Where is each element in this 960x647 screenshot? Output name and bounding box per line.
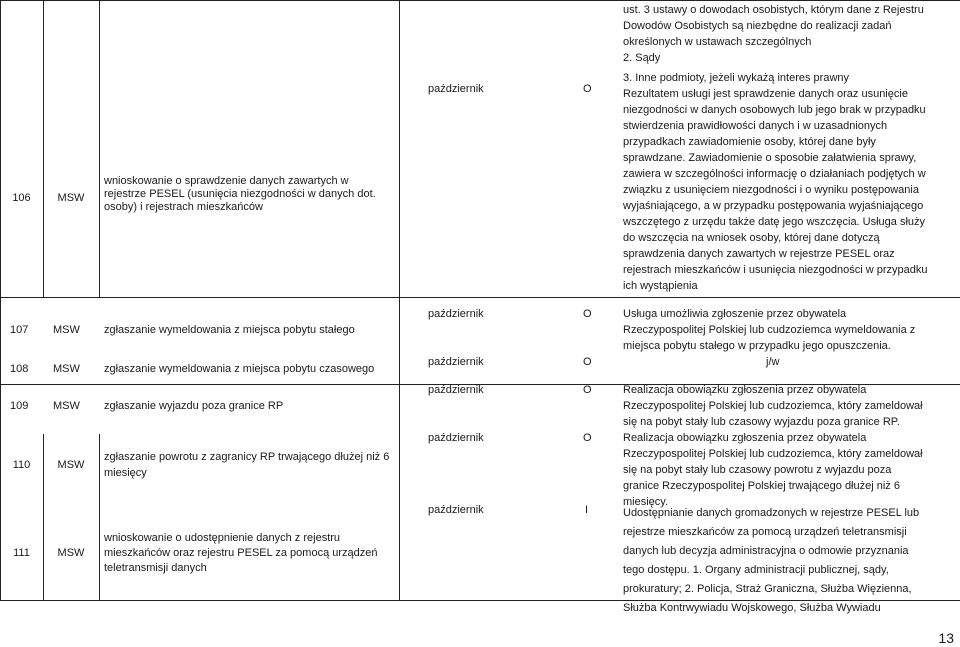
organization: MSW: [57, 192, 85, 204]
description-line: związku z usunięciem niezgodności i o wyniku postępowania: [623, 184, 919, 196]
service-name-line: teletransmisji danych: [104, 562, 207, 574]
service-name-line: zgłaszanie powrotu z zagranicy RP trwającego dłużej niż 6: [104, 451, 390, 463]
description-line: ich wystąpienia: [623, 280, 698, 292]
description-line: zawiera w szczególności informację o działaniach podjętych w: [623, 168, 926, 180]
column-separator: [99, 0, 100, 297]
description-line: miejsca pobytu stałego w przypadku jego opuszczenia.: [623, 340, 891, 352]
column-separator: [43, 0, 44, 297]
organization: MSW: [57, 547, 85, 559]
description-line: Usługa umożliwia zgłoszenie przez obywatela: [623, 308, 847, 320]
row-separator: [0, 0, 960, 1]
description-line: rejestrach mieszkańców i usunięcia niezgodności w przypadku: [623, 264, 928, 276]
row-number: 107: [10, 324, 29, 336]
organization: MSW: [53, 400, 80, 412]
month: październik: [428, 308, 484, 320]
description-line: się na pobyt stały lub czasowy wyjazdu poza granice RP.: [623, 416, 900, 428]
month: październik: [428, 432, 484, 444]
description-line: wyjaśniającego, a w przypadku postępowania wyjaśniającego: [623, 200, 924, 212]
description-line: miesięcy.: [623, 496, 669, 508]
service-name-line: wnioskowanie o udostępnienie danych z rejestru: [104, 532, 341, 544]
description-line: danych lub decyzja administracyjna o odmowie przyznania: [623, 545, 909, 557]
description-line: Rzeczypospolitej Polskiej lub cudzoziemca, który zameldował: [623, 400, 923, 412]
service-name: zgłaszanie wymeldowania z miejsca pobytu czasowego: [104, 363, 375, 375]
description-line: 2. Sądy: [623, 52, 661, 64]
description-line: rejestrze mieszkańców za pomocą urządzeń teletransmisji: [623, 526, 907, 538]
category-code: O: [583, 384, 592, 396]
description-line: sprawdzane. Zawiadomienie o sposobie załatwienia sprawy,: [623, 152, 917, 164]
description-line: niezgodności w danych osobowych lub jego brak w przypadku: [623, 104, 926, 116]
organization: MSW: [53, 324, 80, 336]
description-line: Służba Kontrwywiadu Wojskowego, Służba Wywiadu: [623, 602, 881, 614]
service-name-line: mieszkańców oraz rejestru PESEL za pomocą urządzeń: [104, 547, 378, 559]
description-line: sprawdzenia danych zawartych w rejestrze PESEL oraz: [623, 248, 895, 260]
row-separator: [0, 297, 960, 298]
row-number: 106: [12, 192, 31, 204]
description-line: wszczętego z urzędu także datę jego wszczęcia. Usługa służy: [623, 216, 926, 228]
description-line: Dowodów Osobistych są niezbędne do realizacji zadań: [623, 20, 892, 32]
month: październik: [428, 356, 484, 368]
category-code: O: [583, 356, 592, 368]
month: październik: [428, 384, 484, 396]
row-number: 109: [10, 400, 29, 412]
category-code: I: [585, 504, 589, 516]
category-code: O: [583, 432, 592, 444]
row-number: 108: [10, 363, 29, 375]
page-number: 13: [938, 630, 954, 646]
month: październik: [428, 83, 484, 95]
description-line: Rzeczypospolitej Polskiej lub cudzoziemca wymeldowania z: [623, 324, 916, 336]
description-line: Realizacja obowiązku zgłoszenia przez obywatela: [623, 384, 867, 396]
description-line: tego dostępu. 1. Organy administracji publicznej, sądy,: [623, 564, 889, 576]
service-name: zgłaszanie wyjazdu poza granice RP: [104, 400, 284, 412]
description-line: 3. Inne podmioty, jeżeli wykażą interes prawny: [623, 72, 850, 84]
category-code: O: [583, 83, 592, 95]
description-line: prokuratury; 2. Policja, Straż Graniczna, Służba Więzienna,: [623, 583, 912, 595]
description-line: do wszczęcia na wniosek osoby, której dane dotyczą: [623, 232, 880, 244]
description-line: się na pobyt stały lub czasowy powrotu z wyjazdu poza: [623, 464, 892, 476]
description-line: Realizacja obowiązku zgłoszenia przez obywatela: [623, 432, 867, 444]
description-line: ust. 3 ustawy o dowodach osobistych, którym dane z Rejestru: [623, 4, 924, 16]
description-line: j/w: [766, 356, 780, 368]
column-separator: [99, 434, 100, 600]
description-line: Rzeczypospolitej Polskiej lub cudzoziemca, który zameldował: [623, 448, 923, 460]
column-separator: [399, 0, 400, 600]
category-code: O: [583, 308, 592, 320]
description-line: określonych w ustawach szczególnych: [623, 36, 812, 48]
organization: MSW: [57, 459, 85, 471]
month: październik: [428, 504, 484, 516]
service-name: wnioskowanie o sprawdzenie danych zawartych w rejestrze PESEL (usunięcia niezgodności w danych dot. osoby) i rejestrach mieszkańców: [104, 175, 376, 213]
service-name-line: miesięcy: [104, 467, 147, 479]
description-line: Rezultatem usługi jest sprawdzenie danych oraz usunięcie: [623, 88, 908, 100]
organization: MSW: [53, 363, 80, 375]
column-separator: [0, 0, 1, 600]
row-number: 111: [13, 547, 30, 559]
description-line: granice Rzeczypospolitej Polskiej trwającego dłużej niż 6: [623, 480, 900, 492]
description-line: Udostępnianie danych gromadzonych w rejestrze PESEL lub: [623, 507, 920, 519]
row-number: 110: [12, 459, 31, 471]
service-name: zgłaszanie wymeldowania z miejsca pobytu stałego: [104, 324, 355, 336]
description-line: stwierdzenia prawidłowości danych i w uzasadnionych: [623, 120, 888, 132]
description-line: przypadkach zawiadomienie osoby, której dane były: [623, 136, 876, 148]
